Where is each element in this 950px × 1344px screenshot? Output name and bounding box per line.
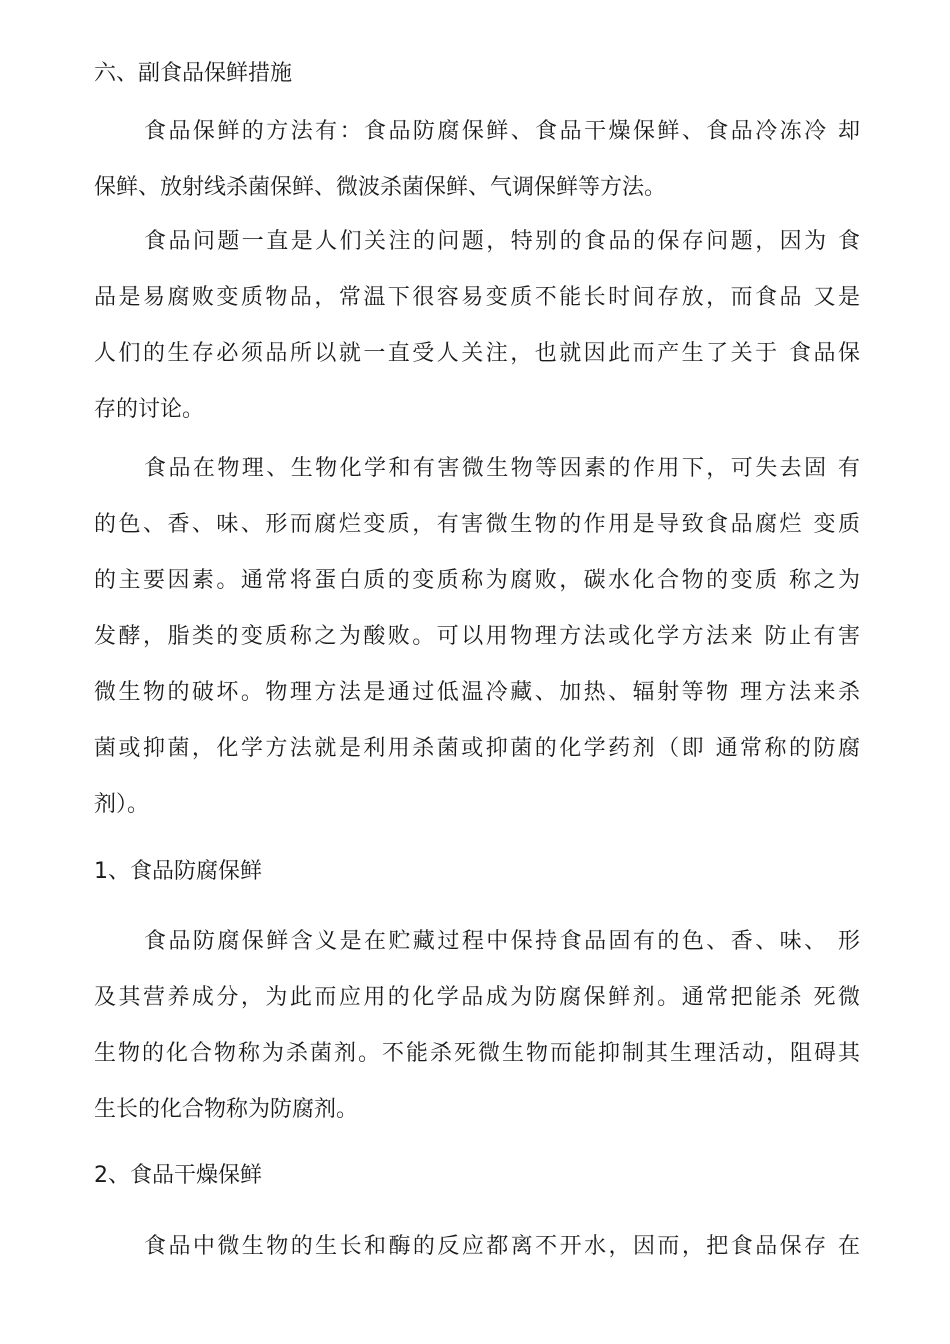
paragraph-line: 保鲜、放射线杀菌保鲜、微波杀菌保鲜、气调保鲜等方法。 bbox=[94, 175, 667, 200]
paragraph-line: 生物的化合物称为杀菌剂。不能杀死微生物而能抑制其生理活动，阻碍其 bbox=[94, 1041, 860, 1066]
paragraph-line: 及其营养成分，为此而应用的化学品成为防腐保鲜剂。通常把能杀 死微 bbox=[94, 985, 860, 1010]
paragraph-line: 的主要因素。通常将蛋白质的变质称为腐败，碳水化合物的变质 称之为 bbox=[94, 568, 860, 593]
paragraph-line: 品是易腐败变质物品，常温下很容易变质不能长时间存放，而食品 又是 bbox=[94, 285, 860, 310]
paragraph-line: 食品问题一直是人们关注的问题，特别的食品的保存问题，因为 食 bbox=[144, 229, 860, 254]
section-heading-1: 1、食品防腐保鲜 bbox=[94, 859, 262, 884]
paragraph-line: 菌或抑菌，化学方法就是利用杀菌或抑菌的化学药剂（即 通常称的防腐 bbox=[94, 736, 860, 761]
paragraph-line: 食品中微生物的生长和酶的反应都离不开水，因而，把食品保存 在 bbox=[144, 1234, 860, 1259]
paragraph-line: 生长的化合物称为防腐剂。 bbox=[94, 1097, 359, 1122]
paragraph-line: 剂）。 bbox=[94, 792, 150, 817]
paragraph-line: 的色、香、味、形而腐烂变质，有害微生物的作用是导致食品腐烂 变质 bbox=[94, 512, 860, 537]
section-heading-6: 六、副食品保鲜措施 bbox=[94, 61, 293, 86]
paragraph-line: 微生物的破坏。物理方法是通过低温冷藏、加热、辐射等物 理方法来杀 bbox=[94, 680, 860, 705]
paragraph-line: 食品防腐保鲜含义是在贮藏过程中保持食品固有的色、香、味、 形 bbox=[144, 929, 860, 954]
paragraph-line: 食品保鲜的方法有：食品防腐保鲜、食品干燥保鲜、食品冷冻冷 却 bbox=[144, 119, 860, 144]
paragraph-line: 食品在物理、生物化学和有害微生物等因素的作用下，可失去固 有 bbox=[144, 456, 860, 481]
paragraph-line: 人们的生存必须品所以就一直受人关注，也就因此而产生了关于 食品保 bbox=[94, 341, 860, 366]
paragraph-line: 发酵，脂类的变质称之为酸败。可以用物理方法或化学方法来 防止有害 bbox=[94, 624, 860, 649]
section-heading-2: 2、食品干燥保鲜 bbox=[94, 1163, 262, 1188]
paragraph-line: 存的讨论。 bbox=[94, 397, 205, 422]
